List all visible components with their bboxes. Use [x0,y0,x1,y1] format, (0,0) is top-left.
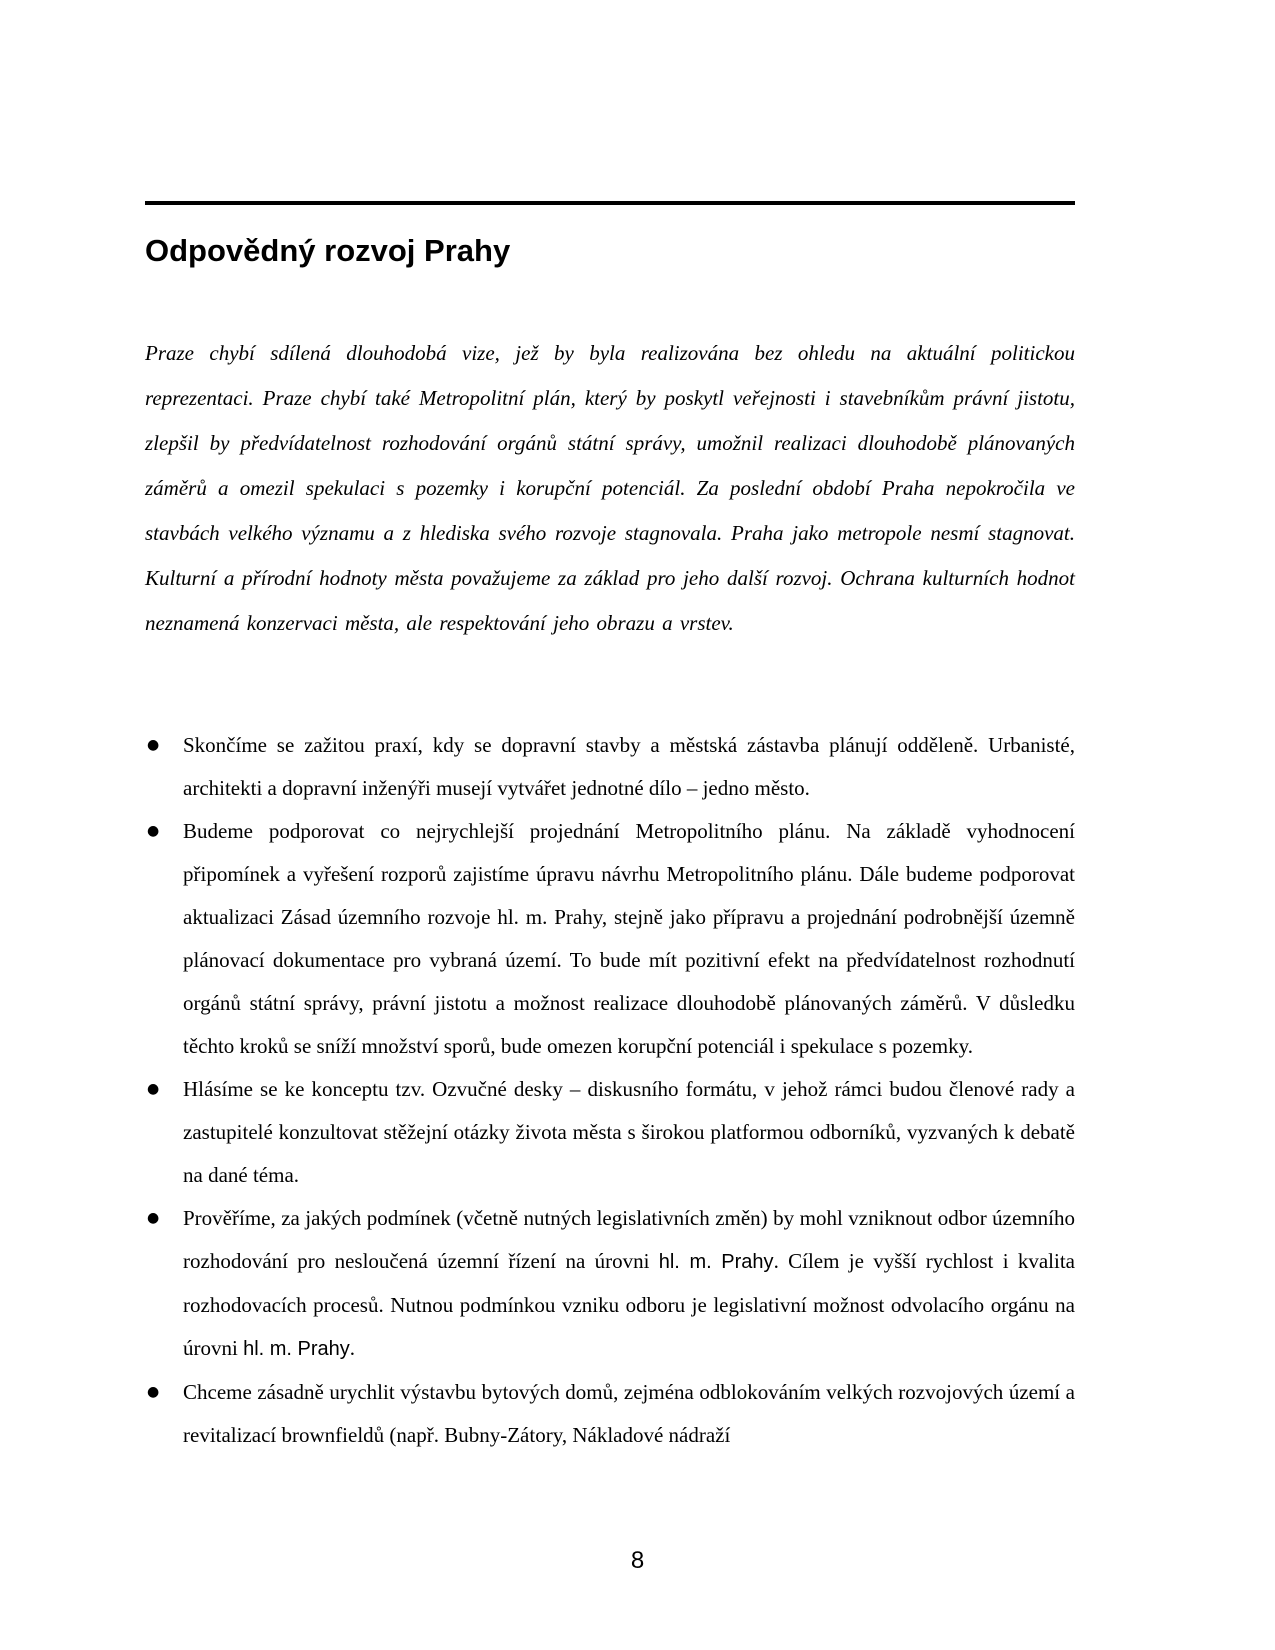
bullet-icon: ● [147,823,160,839]
bullet-item-2 [147,810,1075,1068]
bullet-item-5 [147,1371,1075,1457]
bullet-item-4 [147,1197,1076,1371]
bullet-text: Hlásíme se ke konceptu tzv. Ozvučné desky – diskusního formátu, v jehož rámci budou členové rady a zastupitelé konzultovat stěžejní otázky života města s širokou platformou odborníků, vyzvaných k debatě na dané téma. [183,1077,1075,1187]
bullet-icon: ● [147,737,160,753]
bullet-icon: ● [147,1384,160,1400]
bullet-item-3 [147,1068,1075,1197]
intro-paragraph: Praze chybí sdílená dlouhodobá vize, jež by byla realizována bez ohledu na aktuální politickou reprezentaci. Praze chybí také Metropolitní plán, který by poskytl veřejnosti i stavebníkům právní jistotu, zlepšil by předvídatelnost rozhodování orgánů státní správy, umožnil realizaci dlouhodobě plánovaných záměrů a omezil spekulaci s pozemky i korupční potenciál. Za poslední období Praha nepokročila ve stavbách velkého významu a z hlediska svého rozvoje stagnovala. Praha jako metropole nesmí stagnovat. Kulturní a přírodní hodnoty města považujeme za základ pro jeho další rozvoj. Ochrana kulturních hodnot neznamená konzervaci města, ale respektování jeho obrazu a vrstev. [145,341,1075,635]
bullet-text-segment: . Cílem je vyšší rychlost i kvalita rozhodovacích procesů. Nutnou podmínkou vzniku odboru je legislativní možnost odvolacího orgánu na úrovni [183,1249,1076,1360]
page-content [145,0,1075,1457]
bullet-text-segment-sans: hl. m. Prahy [658,1251,774,1273]
bullet-text: Budeme podporovat co nejrychlejší projednání Metropolitního plánu. Na základě vyhodnocení připomínek a vyřešení rozporů zajistíme úpravu návrhu Metropolitního plánu. Dále budeme podporovat aktualizaci Zásad územního rozvoje hl. m. Prahy, stejně jako přípravu a projednání podrobnější územně plánovací dokumentace pro vybraná území. To bude mít pozitivní efekt na předvídatelnost rozhodnutí orgánů státní správy, právní jistotu a možnost realizace dlouhodobě plánovaných záměrů. V důsledku těchto kroků se sníží množství sporů, bude omezen korupční potenciál i spekulace s pozemky. [183,819,1075,1058]
page-title: Odpovědný rozvoj Prahy [145,233,511,268]
bullet-text-segment: . [349,1336,356,1360]
bullet-icon: ● [147,1210,160,1226]
bullet-icon: ● [147,1081,160,1097]
bullet-text: Skončíme se zažitou praxí, kdy se dopravní stavby a městská zástavba plánují odděleně. Urbanisté, architekti a dopravní inženýři musejí vytvářet jednotné dílo – jedno město. [183,733,1075,800]
bullet-list [145,724,1075,1457]
page-number: 8 [630,1547,645,1574]
bullet-text-segment: Prověříme, za jakých podmínek (včetně nutných legislativních změn) by mohl vzniknout odbor územního rozhodování pro nesloučená územní řízení na úrovni [183,1206,1075,1273]
bullet-text: Chceme zásadně urychlit výstavbu bytových domů, zejména odblokováním velkých rozvojových území a revitalizací brownfieldů (např. Bubny-Zátory, Nákladové nádraží [183,1380,1075,1447]
header-rule [145,201,1075,205]
bullet-text [183,1206,1075,1360]
bullet-text-segment-sans: hl. m. Prahy [243,1338,350,1360]
bullet-item-1 [147,724,1075,810]
